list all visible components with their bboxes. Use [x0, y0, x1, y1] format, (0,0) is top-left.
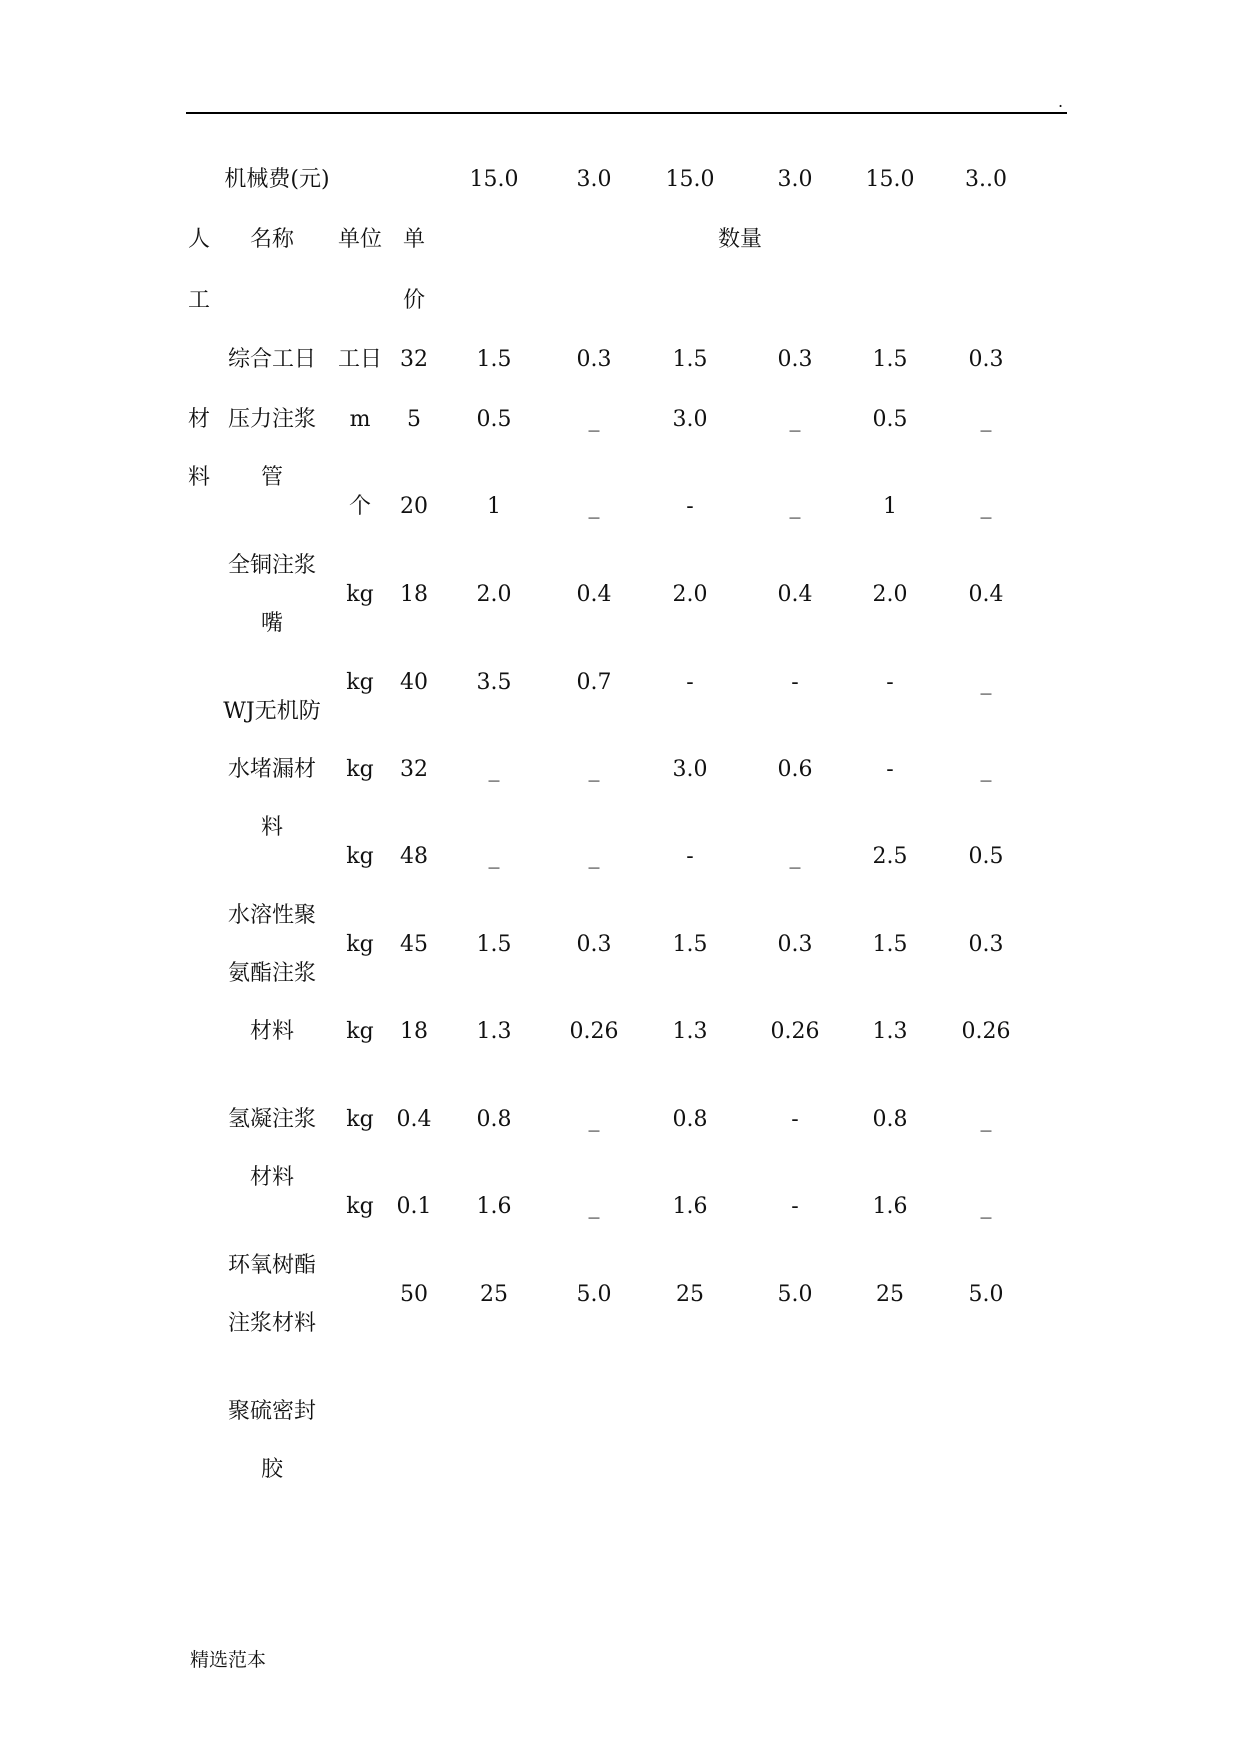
- quantity-cell: _: [789, 407, 801, 432]
- quantity-cell: 0.4: [777, 582, 813, 607]
- column-header-unit: 单位: [337, 227, 383, 252]
- item-name: 压力注浆: [227, 407, 317, 432]
- quantity-cell: 0.26: [569, 1019, 619, 1044]
- quantity-cell: 1.5: [672, 347, 708, 372]
- quantity-cell: _: [588, 757, 600, 782]
- quantity-cell: 1.5: [872, 932, 908, 957]
- quantity-cell: _: [789, 494, 801, 519]
- quantity-cell: _: [588, 844, 600, 869]
- quantity-cell: 1.3: [672, 1019, 708, 1044]
- item-unit: kg: [346, 582, 374, 607]
- category-labor: 人: [188, 227, 211, 252]
- item-name: 嘴: [260, 611, 284, 636]
- quantity-cell: 0.3: [576, 347, 612, 372]
- item-name: 环氧树酯: [227, 1253, 317, 1278]
- quantity-cell: _: [980, 757, 992, 782]
- quantity-cell: 1: [883, 494, 897, 519]
- item-name: 氨酯注浆: [227, 961, 317, 986]
- quantity-cell: _: [980, 1194, 992, 1219]
- footer-text: 精选范本: [190, 1649, 267, 1671]
- quantity-cell: -: [791, 1107, 799, 1132]
- quantity-cell: 1.5: [872, 347, 908, 372]
- item-price: 5: [407, 407, 421, 432]
- quantity-cell: 0.26: [961, 1019, 1011, 1044]
- quantity-cell: 2.0: [476, 582, 512, 607]
- quantity-cell: 0.6: [777, 757, 813, 782]
- item-price: 32: [400, 347, 428, 372]
- column-header-price: 单: [402, 227, 426, 252]
- item-unit: 个: [348, 494, 372, 519]
- column-header-quantity: 数量: [717, 227, 763, 252]
- quantity-cell: 1.5: [476, 347, 512, 372]
- item-unit: kg: [346, 1194, 374, 1219]
- item-unit: kg: [346, 1107, 374, 1132]
- quantity-cell: _: [980, 407, 992, 432]
- item-price: 18: [400, 1019, 428, 1044]
- item-name: WJ无机防: [223, 699, 321, 724]
- quantity-cell: 3.5: [476, 670, 512, 695]
- item-price: 0.4: [396, 1107, 432, 1132]
- column-header-price: 价: [402, 288, 426, 313]
- quantity-cell: _: [980, 670, 992, 695]
- category-material: 料: [188, 465, 211, 490]
- item-name: 全铜注浆: [227, 553, 317, 578]
- quantity-cell: _: [488, 757, 500, 782]
- quantity-cell: -: [686, 494, 694, 519]
- item-unit: kg: [346, 932, 374, 957]
- item-price: 45: [400, 932, 428, 957]
- quantity-cell: 0.5: [872, 407, 908, 432]
- quantity-cell: 1.3: [476, 1019, 512, 1044]
- quantity-cell: 5.0: [968, 1282, 1004, 1307]
- quantity-cell: _: [588, 407, 600, 432]
- quantity-cell: 0.4: [576, 582, 612, 607]
- quantity-cell: 2.0: [672, 582, 708, 607]
- quantity-cell: _: [789, 844, 801, 869]
- item-name: 注浆材料: [227, 1311, 317, 1336]
- machinery-value: 15.0: [469, 167, 519, 192]
- quantity-cell: 3.0: [672, 757, 708, 782]
- item-price: 50: [400, 1282, 428, 1307]
- item-price: 32: [400, 757, 428, 782]
- machinery-value: 3.0: [576, 167, 612, 192]
- quantity-cell: _: [588, 494, 600, 519]
- header-mark: .: [1058, 92, 1064, 111]
- quantity-cell: 1.5: [476, 932, 512, 957]
- quantity-cell: 1.5: [672, 932, 708, 957]
- item-unit: 工日: [337, 347, 383, 372]
- machinery-value: 15.0: [865, 167, 915, 192]
- quantity-cell: 0.3: [777, 932, 813, 957]
- item-name: 料: [260, 815, 284, 840]
- quantity-cell: 0.4: [968, 582, 1004, 607]
- quantity-cell: 5.0: [576, 1282, 612, 1307]
- category-labor: 工: [188, 288, 211, 313]
- quantity-cell: 1: [487, 494, 501, 519]
- item-price: 40: [400, 670, 428, 695]
- quantity-cell: 5.0: [777, 1282, 813, 1307]
- quantity-cell: 0.8: [476, 1107, 512, 1132]
- quantity-cell: -: [886, 670, 894, 695]
- item-unit: kg: [346, 757, 374, 782]
- quantity-cell: 1.6: [872, 1194, 908, 1219]
- item-unit: m: [349, 407, 371, 432]
- item-unit: kg: [346, 670, 374, 695]
- quantity-cell: _: [488, 844, 500, 869]
- quantity-cell: 0.7: [576, 670, 612, 695]
- machinery-label: 机械费(元): [224, 167, 330, 192]
- quantity-cell: 1.6: [476, 1194, 512, 1219]
- quantity-cell: 0.5: [476, 407, 512, 432]
- quantity-cell: 25: [676, 1282, 704, 1307]
- item-name: 胶: [260, 1457, 284, 1482]
- item-name: 材料: [249, 1019, 295, 1044]
- item-unit: kg: [346, 844, 374, 869]
- quantity-cell: 0.5: [968, 844, 1004, 869]
- quantity-cell: _: [588, 1107, 600, 1132]
- machinery-value: 3..0: [965, 167, 1007, 192]
- column-header-name: 名称: [249, 227, 295, 252]
- quantity-cell: _: [980, 1107, 992, 1132]
- quantity-cell: 0.8: [872, 1107, 908, 1132]
- quantity-cell: 0.3: [968, 347, 1004, 372]
- category-material: 材: [188, 407, 211, 432]
- quantity-cell: 3.0: [672, 407, 708, 432]
- quantity-cell: 0.26: [770, 1019, 820, 1044]
- header-rule: [186, 112, 1067, 114]
- quantity-cell: 1.6: [672, 1194, 708, 1219]
- item-name: 综合工日: [227, 347, 317, 372]
- quantity-cell: 0.3: [576, 932, 612, 957]
- item-price: 20: [400, 494, 428, 519]
- quantity-cell: -: [686, 670, 694, 695]
- item-unit: kg: [346, 1019, 374, 1044]
- item-price: 0.1: [396, 1194, 432, 1219]
- item-price: 18: [400, 582, 428, 607]
- item-name: 材料: [249, 1165, 295, 1190]
- quantity-cell: 25: [876, 1282, 904, 1307]
- quantity-cell: 1.3: [872, 1019, 908, 1044]
- item-name: 水堵漏材: [227, 757, 317, 782]
- quantity-cell: 25: [480, 1282, 508, 1307]
- item-name: 水溶性聚: [227, 903, 317, 928]
- quantity-cell: 2.0: [872, 582, 908, 607]
- machinery-value: 15.0: [665, 167, 715, 192]
- quantity-cell: 2.5: [872, 844, 908, 869]
- item-name: 聚硫密封: [227, 1399, 317, 1424]
- machinery-value: 3.0: [777, 167, 813, 192]
- quantity-cell: 0.8: [672, 1107, 708, 1132]
- item-name: 氢凝注浆: [227, 1107, 317, 1132]
- item-name: 管: [260, 465, 284, 490]
- quantity-cell: -: [791, 670, 799, 695]
- quantity-cell: _: [980, 494, 992, 519]
- item-price: 48: [400, 844, 428, 869]
- quantity-cell: -: [686, 844, 694, 869]
- quantity-cell: -: [791, 1194, 799, 1219]
- quantity-cell: _: [588, 1194, 600, 1219]
- quantity-cell: 0.3: [777, 347, 813, 372]
- quantity-cell: 0.3: [968, 932, 1004, 957]
- quantity-cell: -: [886, 757, 894, 782]
